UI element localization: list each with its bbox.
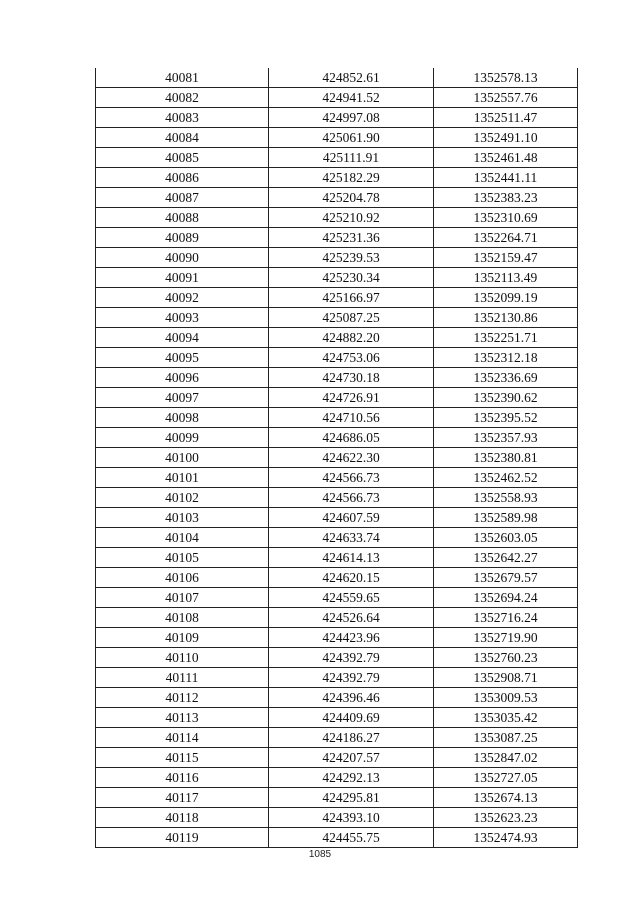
table-row bbox=[96, 788, 578, 808]
y-coordinate-cell: 1352310.69 bbox=[434, 208, 578, 228]
y-coordinate-cell: 1352642.27 bbox=[434, 548, 578, 568]
x-coordinate-cell: 424393.10 bbox=[269, 808, 434, 828]
x-coordinate-cell: 424633.74 bbox=[269, 528, 434, 548]
y-coordinate-cell: 1352589.98 bbox=[434, 508, 578, 528]
y-coordinate-cell: 1352395.52 bbox=[434, 408, 578, 428]
point-id-cell: 40115 bbox=[96, 748, 269, 768]
point-id-cell: 40107 bbox=[96, 588, 269, 608]
x-coordinate-cell: 424997.08 bbox=[269, 108, 434, 128]
y-coordinate-cell: 1352578.13 bbox=[434, 68, 578, 88]
x-coordinate-cell: 424295.81 bbox=[269, 788, 434, 808]
x-coordinate-cell: 424710.56 bbox=[269, 408, 434, 428]
y-coordinate-cell: 1352674.13 bbox=[434, 788, 578, 808]
table-row bbox=[96, 828, 578, 848]
table-row bbox=[96, 608, 578, 628]
table-row bbox=[96, 448, 578, 468]
x-coordinate-cell: 424882.20 bbox=[269, 328, 434, 348]
y-coordinate-cell: 1352380.81 bbox=[434, 448, 578, 468]
x-coordinate-cell: 424622.30 bbox=[269, 448, 434, 468]
table-row bbox=[96, 148, 578, 168]
x-coordinate-cell: 424392.79 bbox=[269, 668, 434, 688]
x-coordinate-cell: 424607.59 bbox=[269, 508, 434, 528]
table-row bbox=[96, 88, 578, 108]
y-coordinate-cell: 1352113.49 bbox=[434, 268, 578, 288]
y-coordinate-cell: 1352908.71 bbox=[434, 668, 578, 688]
point-id-cell: 40103 bbox=[96, 508, 269, 528]
point-id-cell: 40085 bbox=[96, 148, 269, 168]
table-row bbox=[96, 588, 578, 608]
x-coordinate-cell: 425230.34 bbox=[269, 268, 434, 288]
x-coordinate-cell: 425182.29 bbox=[269, 168, 434, 188]
point-id-cell: 40105 bbox=[96, 548, 269, 568]
point-id-cell: 40090 bbox=[96, 248, 269, 268]
point-id-cell: 40116 bbox=[96, 768, 269, 788]
point-id-cell: 40098 bbox=[96, 408, 269, 428]
table-row bbox=[96, 68, 578, 88]
table-row bbox=[96, 208, 578, 228]
x-coordinate-cell: 424620.15 bbox=[269, 568, 434, 588]
point-id-cell: 40086 bbox=[96, 168, 269, 188]
x-coordinate-cell: 425166.97 bbox=[269, 288, 434, 308]
point-id-cell: 40088 bbox=[96, 208, 269, 228]
table-row bbox=[96, 168, 578, 188]
y-coordinate-cell: 1352558.93 bbox=[434, 488, 578, 508]
point-id-cell: 40114 bbox=[96, 728, 269, 748]
x-coordinate-cell: 425087.25 bbox=[269, 308, 434, 328]
table-row bbox=[96, 548, 578, 568]
y-coordinate-cell: 1352847.02 bbox=[434, 748, 578, 768]
point-id-cell: 40118 bbox=[96, 808, 269, 828]
page-number: 1085 bbox=[308, 849, 332, 860]
table-row bbox=[96, 768, 578, 788]
table-row bbox=[96, 628, 578, 648]
table-row bbox=[96, 728, 578, 748]
coordinate-table bbox=[95, 68, 578, 848]
table-row bbox=[96, 468, 578, 488]
table-row bbox=[96, 368, 578, 388]
y-coordinate-cell: 1352727.05 bbox=[434, 768, 578, 788]
x-coordinate-cell: 425204.78 bbox=[269, 188, 434, 208]
table-row bbox=[96, 748, 578, 768]
y-coordinate-cell: 1352159.47 bbox=[434, 248, 578, 268]
table-row bbox=[96, 388, 578, 408]
x-coordinate-cell: 424852.61 bbox=[269, 68, 434, 88]
x-coordinate-cell: 424526.64 bbox=[269, 608, 434, 628]
point-id-cell: 40104 bbox=[96, 528, 269, 548]
y-coordinate-cell: 1353035.42 bbox=[434, 708, 578, 728]
y-coordinate-cell: 1352251.71 bbox=[434, 328, 578, 348]
y-coordinate-cell: 1352130.86 bbox=[434, 308, 578, 328]
y-coordinate-cell: 1352312.18 bbox=[434, 348, 578, 368]
y-coordinate-cell: 1352760.23 bbox=[434, 648, 578, 668]
table-row bbox=[96, 428, 578, 448]
x-coordinate-cell: 424730.18 bbox=[269, 368, 434, 388]
y-coordinate-cell: 1352264.71 bbox=[434, 228, 578, 248]
x-coordinate-cell: 425231.36 bbox=[269, 228, 434, 248]
coordinate-table-body bbox=[96, 68, 578, 848]
table-row bbox=[96, 348, 578, 368]
y-coordinate-cell: 1352441.11 bbox=[434, 168, 578, 188]
y-coordinate-cell: 1353009.53 bbox=[434, 688, 578, 708]
table-row bbox=[96, 408, 578, 428]
point-id-cell: 40108 bbox=[96, 608, 269, 628]
point-id-cell: 40091 bbox=[96, 268, 269, 288]
x-coordinate-cell: 424566.73 bbox=[269, 488, 434, 508]
point-id-cell: 40113 bbox=[96, 708, 269, 728]
x-coordinate-cell: 424559.65 bbox=[269, 588, 434, 608]
x-coordinate-cell: 425210.92 bbox=[269, 208, 434, 228]
table-row bbox=[96, 288, 578, 308]
x-coordinate-cell: 424423.96 bbox=[269, 628, 434, 648]
y-coordinate-cell: 1352390.62 bbox=[434, 388, 578, 408]
table-row bbox=[96, 568, 578, 588]
point-id-cell: 40101 bbox=[96, 468, 269, 488]
y-coordinate-cell: 1352719.90 bbox=[434, 628, 578, 648]
point-id-cell: 40093 bbox=[96, 308, 269, 328]
table-row bbox=[96, 268, 578, 288]
table-row bbox=[96, 528, 578, 548]
x-coordinate-cell: 424409.69 bbox=[269, 708, 434, 728]
table-row bbox=[96, 228, 578, 248]
point-id-cell: 40109 bbox=[96, 628, 269, 648]
point-id-cell: 40081 bbox=[96, 68, 269, 88]
y-coordinate-cell: 1352336.69 bbox=[434, 368, 578, 388]
y-coordinate-cell: 1352383.23 bbox=[434, 188, 578, 208]
x-coordinate-cell: 424686.05 bbox=[269, 428, 434, 448]
point-id-cell: 40094 bbox=[96, 328, 269, 348]
table-row bbox=[96, 648, 578, 668]
table-row bbox=[96, 128, 578, 148]
y-coordinate-cell: 1352679.57 bbox=[434, 568, 578, 588]
y-coordinate-cell: 1352462.52 bbox=[434, 468, 578, 488]
x-coordinate-cell: 424753.06 bbox=[269, 348, 434, 368]
y-coordinate-cell: 1352694.24 bbox=[434, 588, 578, 608]
y-coordinate-cell: 1352099.19 bbox=[434, 288, 578, 308]
y-coordinate-cell: 1352491.10 bbox=[434, 128, 578, 148]
x-coordinate-cell: 424941.52 bbox=[269, 88, 434, 108]
y-coordinate-cell: 1352474.93 bbox=[434, 828, 578, 848]
point-id-cell: 40110 bbox=[96, 648, 269, 668]
point-id-cell: 40083 bbox=[96, 108, 269, 128]
table-row bbox=[96, 508, 578, 528]
y-coordinate-cell: 1352357.93 bbox=[434, 428, 578, 448]
point-id-cell: 40099 bbox=[96, 428, 269, 448]
point-id-cell: 40119 bbox=[96, 828, 269, 848]
point-id-cell: 40082 bbox=[96, 88, 269, 108]
table-row bbox=[96, 668, 578, 688]
point-id-cell: 40111 bbox=[96, 668, 269, 688]
y-coordinate-cell: 1352716.24 bbox=[434, 608, 578, 628]
point-id-cell: 40087 bbox=[96, 188, 269, 208]
x-coordinate-cell: 425061.90 bbox=[269, 128, 434, 148]
point-id-cell: 40100 bbox=[96, 448, 269, 468]
y-coordinate-cell: 1352511.47 bbox=[434, 108, 578, 128]
y-coordinate-cell: 1352557.76 bbox=[434, 88, 578, 108]
x-coordinate-cell: 424566.73 bbox=[269, 468, 434, 488]
table-row bbox=[96, 328, 578, 348]
table-row bbox=[96, 188, 578, 208]
table-row bbox=[96, 248, 578, 268]
x-coordinate-cell: 424726.91 bbox=[269, 388, 434, 408]
x-coordinate-cell: 424396.46 bbox=[269, 688, 434, 708]
x-coordinate-cell: 425239.53 bbox=[269, 248, 434, 268]
y-coordinate-cell: 1353087.25 bbox=[434, 728, 578, 748]
x-coordinate-cell: 424392.79 bbox=[269, 648, 434, 668]
y-coordinate-cell: 1352623.23 bbox=[434, 808, 578, 828]
x-coordinate-cell: 424614.13 bbox=[269, 548, 434, 568]
point-id-cell: 40095 bbox=[96, 348, 269, 368]
table-row bbox=[96, 808, 578, 828]
point-id-cell: 40092 bbox=[96, 288, 269, 308]
x-coordinate-cell: 425111.91 bbox=[269, 148, 434, 168]
y-coordinate-cell: 1352603.05 bbox=[434, 528, 578, 548]
x-coordinate-cell: 424207.57 bbox=[269, 748, 434, 768]
table-row bbox=[96, 108, 578, 128]
point-id-cell: 40096 bbox=[96, 368, 269, 388]
point-id-cell: 40117 bbox=[96, 788, 269, 808]
point-id-cell: 40089 bbox=[96, 228, 269, 248]
point-id-cell: 40112 bbox=[96, 688, 269, 708]
y-coordinate-cell: 1352461.48 bbox=[434, 148, 578, 168]
table-row bbox=[96, 688, 578, 708]
point-id-cell: 40097 bbox=[96, 388, 269, 408]
table-row bbox=[96, 308, 578, 328]
point-id-cell: 40102 bbox=[96, 488, 269, 508]
point-id-cell: 40084 bbox=[96, 128, 269, 148]
table-row bbox=[96, 488, 578, 508]
x-coordinate-cell: 424455.75 bbox=[269, 828, 434, 848]
x-coordinate-cell: 424292.13 bbox=[269, 768, 434, 788]
table-row bbox=[96, 708, 578, 728]
x-coordinate-cell: 424186.27 bbox=[269, 728, 434, 748]
point-id-cell: 40106 bbox=[96, 568, 269, 588]
